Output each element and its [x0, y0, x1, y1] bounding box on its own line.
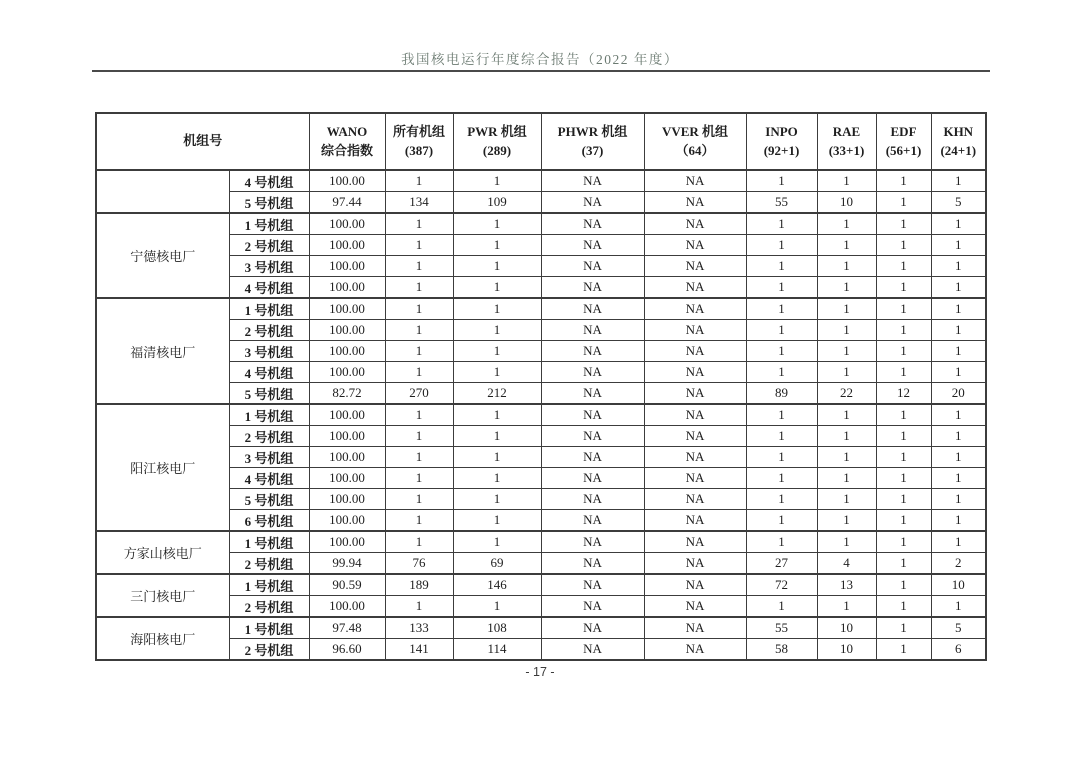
value-cell: NA	[541, 213, 644, 235]
table-row	[96, 341, 986, 362]
unit-label-cell: 3 号机组	[229, 447, 309, 468]
value-cell: NA	[644, 468, 746, 489]
column-header-line2: （64）	[675, 142, 715, 158]
value-cell: 22	[817, 383, 876, 405]
value-cell: 1	[385, 235, 453, 256]
value-cell: 1	[817, 447, 876, 468]
value-cell: 1	[817, 362, 876, 383]
table-row	[96, 447, 986, 468]
value-cell: NA	[644, 277, 746, 299]
column-header	[644, 113, 746, 170]
value-cell: 1	[876, 447, 931, 468]
value-cell: 1	[746, 447, 817, 468]
plant-name-cell: 阳江核电厂	[96, 404, 229, 531]
table-row	[96, 383, 986, 405]
plant-name-cell: 福清核电厂	[96, 298, 229, 404]
column-header	[541, 113, 644, 170]
value-cell: 97.48	[309, 617, 385, 639]
value-cell: 1	[385, 510, 453, 532]
value-cell: 1	[453, 341, 541, 362]
value-cell: 100.00	[309, 170, 385, 192]
value-cell: 1	[876, 553, 931, 575]
value-cell: 100.00	[309, 277, 385, 299]
value-cell: 1	[931, 404, 986, 426]
value-cell: 100.00	[309, 426, 385, 447]
value-cell: 1	[876, 404, 931, 426]
unit-label-cell: 1 号机组	[229, 213, 309, 235]
value-cell: 1	[817, 213, 876, 235]
value-cell: 1	[931, 277, 986, 299]
value-cell: 1	[876, 531, 931, 553]
value-cell: 5	[931, 192, 986, 214]
value-cell: 1	[385, 341, 453, 362]
value-cell: 1	[876, 510, 931, 532]
wano-index-table	[95, 112, 987, 661]
unit-label-cell: 2 号机组	[229, 639, 309, 661]
value-cell: 100.00	[309, 404, 385, 426]
column-header-line2: 综合指数	[321, 142, 374, 158]
value-cell: NA	[541, 298, 644, 320]
value-cell: 1	[453, 531, 541, 553]
value-cell: NA	[541, 447, 644, 468]
table-row	[96, 362, 986, 383]
value-cell: 1	[385, 596, 453, 618]
plant-name-cell	[96, 170, 229, 213]
column-header-line1: PHWR 机组	[557, 124, 628, 140]
value-cell: 141	[385, 639, 453, 661]
column-header-line1: VVER 机组	[661, 124, 729, 140]
report-table-wrap	[95, 112, 987, 661]
column-header	[746, 113, 817, 170]
value-cell: NA	[644, 510, 746, 532]
value-cell: 4	[817, 553, 876, 575]
value-cell: 1	[746, 596, 817, 618]
value-cell: 1	[817, 510, 876, 532]
value-cell: 55	[746, 192, 817, 214]
value-cell: 146	[453, 574, 541, 596]
value-cell: 1	[453, 489, 541, 510]
value-cell: 100.00	[309, 362, 385, 383]
value-cell: 1	[876, 341, 931, 362]
value-cell: NA	[541, 489, 644, 510]
value-cell: 134	[385, 192, 453, 214]
value-cell: 100.00	[309, 213, 385, 235]
column-header	[453, 113, 541, 170]
table-row	[96, 426, 986, 447]
value-cell: 1	[876, 639, 931, 661]
unit-label-cell: 5 号机组	[229, 383, 309, 405]
column-header	[385, 113, 453, 170]
value-cell: 1	[876, 574, 931, 596]
value-cell: 114	[453, 639, 541, 661]
value-cell: 1	[385, 362, 453, 383]
value-cell: NA	[541, 256, 644, 277]
value-cell: 6	[931, 639, 986, 661]
value-cell: 72	[746, 574, 817, 596]
value-cell: 1	[453, 298, 541, 320]
table-row	[96, 468, 986, 489]
value-cell: 1	[746, 531, 817, 553]
value-cell: 100.00	[309, 596, 385, 618]
value-cell: 1	[876, 426, 931, 447]
column-header-line1: PWR 机组	[467, 124, 527, 140]
value-cell: 270	[385, 383, 453, 405]
value-cell: 1	[876, 192, 931, 214]
unit-label-cell: 4 号机组	[229, 170, 309, 192]
value-cell: 1	[876, 256, 931, 277]
value-cell: 1	[385, 298, 453, 320]
unit-label-cell: 1 号机组	[229, 531, 309, 553]
table-row	[96, 298, 986, 320]
page-number: - 17 -	[525, 665, 555, 679]
value-cell: 1	[453, 170, 541, 192]
value-cell: 1	[817, 256, 876, 277]
value-cell: 1	[817, 468, 876, 489]
value-cell: NA	[541, 574, 644, 596]
column-header-line2: (24+1)	[940, 142, 977, 158]
value-cell: 1	[453, 362, 541, 383]
value-cell: 1	[746, 298, 817, 320]
value-cell: 1	[817, 596, 876, 618]
value-cell: 100.00	[309, 468, 385, 489]
value-cell: 1	[746, 213, 817, 235]
unit-label-cell: 3 号机组	[229, 341, 309, 362]
value-cell: 1	[931, 341, 986, 362]
value-cell: 58	[746, 639, 817, 661]
value-cell: NA	[644, 531, 746, 553]
value-cell: NA	[541, 553, 644, 575]
value-cell: 1	[876, 235, 931, 256]
value-cell: 1	[817, 170, 876, 192]
value-cell: 1	[817, 277, 876, 299]
value-cell: NA	[541, 468, 644, 489]
value-cell: NA	[541, 192, 644, 214]
value-cell: 1	[746, 362, 817, 383]
column-header	[931, 113, 986, 170]
table-row	[96, 596, 986, 618]
unit-label-cell: 1 号机组	[229, 574, 309, 596]
unit-label-cell: 1 号机组	[229, 617, 309, 639]
value-cell: 1	[817, 404, 876, 426]
value-cell: NA	[644, 298, 746, 320]
value-cell: 1	[931, 213, 986, 235]
column-header	[309, 113, 385, 170]
column-header-line1: WANO	[326, 124, 368, 140]
unit-label-cell: 6 号机组	[229, 510, 309, 532]
value-cell: NA	[541, 362, 644, 383]
value-cell: 1	[876, 320, 931, 341]
value-cell: 1	[453, 277, 541, 299]
value-cell: 10	[817, 617, 876, 639]
value-cell: 1	[931, 235, 986, 256]
value-cell: NA	[644, 341, 746, 362]
unit-label-cell: 2 号机组	[229, 553, 309, 575]
column-header-line2: (56+1)	[885, 142, 922, 158]
value-cell: 1	[817, 298, 876, 320]
value-cell: NA	[541, 277, 644, 299]
plant-name-cell: 三门核电厂	[96, 574, 229, 617]
value-cell: 82.72	[309, 383, 385, 405]
value-cell: 1	[385, 213, 453, 235]
unit-label-cell: 2 号机组	[229, 596, 309, 618]
value-cell: 99.94	[309, 553, 385, 575]
value-cell: 1	[453, 213, 541, 235]
value-cell: NA	[541, 531, 644, 553]
value-cell: NA	[644, 170, 746, 192]
value-cell: NA	[644, 596, 746, 618]
value-cell: NA	[644, 235, 746, 256]
value-cell: 1	[817, 235, 876, 256]
table-row	[96, 213, 986, 235]
unit-label-cell: 1 号机组	[229, 298, 309, 320]
value-cell: NA	[644, 192, 746, 214]
value-cell: 100.00	[309, 235, 385, 256]
column-header-line1: RAE	[832, 124, 861, 140]
value-cell: 1	[876, 468, 931, 489]
value-cell: NA	[644, 213, 746, 235]
value-cell: 10	[817, 192, 876, 214]
value-cell: 1	[931, 362, 986, 383]
value-cell: 89	[746, 383, 817, 405]
column-header	[876, 113, 931, 170]
value-cell: NA	[541, 639, 644, 661]
value-cell: 1	[876, 298, 931, 320]
table-row	[96, 170, 986, 192]
value-cell: 10	[817, 639, 876, 661]
value-cell: NA	[644, 256, 746, 277]
value-cell: 20	[931, 383, 986, 405]
value-cell: NA	[541, 170, 644, 192]
value-cell: NA	[541, 320, 644, 341]
value-cell: 1	[876, 596, 931, 618]
value-cell: NA	[644, 639, 746, 661]
value-cell: 1	[746, 256, 817, 277]
unit-label-cell: 1 号机组	[229, 404, 309, 426]
plant-name-cell: 宁德核电厂	[96, 213, 229, 298]
value-cell: 5	[931, 617, 986, 639]
table-row	[96, 192, 986, 214]
value-cell: NA	[541, 235, 644, 256]
value-cell: NA	[541, 383, 644, 405]
value-cell: 1	[817, 341, 876, 362]
table-row	[96, 320, 986, 341]
value-cell: 1	[746, 170, 817, 192]
value-cell: 1	[876, 277, 931, 299]
value-cell: 1	[931, 510, 986, 532]
value-cell: 1	[746, 277, 817, 299]
value-cell: 1	[385, 426, 453, 447]
value-cell: 189	[385, 574, 453, 596]
value-cell: NA	[541, 341, 644, 362]
value-cell: 1	[385, 404, 453, 426]
unit-number-column-header: 机组号	[96, 113, 309, 170]
value-cell: 97.44	[309, 192, 385, 214]
value-cell: 1	[746, 489, 817, 510]
column-header-line2: (289)	[482, 142, 512, 158]
unit-label-cell: 2 号机组	[229, 235, 309, 256]
value-cell: 100.00	[309, 510, 385, 532]
value-cell: 10	[931, 574, 986, 596]
value-cell: 1	[453, 447, 541, 468]
value-cell: 108	[453, 617, 541, 639]
table-row	[96, 256, 986, 277]
value-cell: 100.00	[309, 489, 385, 510]
value-cell: 76	[385, 553, 453, 575]
value-cell: NA	[644, 426, 746, 447]
value-cell: 1	[385, 468, 453, 489]
value-cell: 13	[817, 574, 876, 596]
value-cell: NA	[644, 383, 746, 405]
value-cell: 1	[931, 531, 986, 553]
value-cell: NA	[644, 362, 746, 383]
unit-label-cell: 4 号机组	[229, 277, 309, 299]
unit-label-cell: 3 号机组	[229, 256, 309, 277]
value-cell: NA	[644, 617, 746, 639]
column-header-line1: INPO	[765, 124, 798, 140]
column-header-line2: (33+1)	[828, 142, 865, 158]
value-cell: 1	[385, 256, 453, 277]
value-cell: NA	[644, 574, 746, 596]
value-cell: NA	[541, 404, 644, 426]
value-cell: 1	[746, 510, 817, 532]
table-header-row	[96, 113, 986, 170]
value-cell: 1	[817, 489, 876, 510]
value-cell: 1	[817, 426, 876, 447]
value-cell: 1	[817, 531, 876, 553]
table-row	[96, 639, 986, 661]
value-cell: 1	[876, 362, 931, 383]
value-cell: 1	[931, 426, 986, 447]
value-cell: 1	[453, 468, 541, 489]
page-header-title: 我国核电运行年度综合报告（2022 年度）	[401, 52, 679, 67]
value-cell: 1	[385, 447, 453, 468]
value-cell: 1	[385, 531, 453, 553]
value-cell: NA	[541, 617, 644, 639]
value-cell: 1	[385, 277, 453, 299]
value-cell: 12	[876, 383, 931, 405]
table-row	[96, 553, 986, 575]
value-cell: NA	[644, 489, 746, 510]
value-cell: NA	[644, 447, 746, 468]
value-cell: 1	[931, 447, 986, 468]
table-row	[96, 574, 986, 596]
column-header-line1: EDF	[890, 124, 917, 140]
value-cell: 1	[453, 256, 541, 277]
value-cell: 100.00	[309, 256, 385, 277]
table-row	[96, 617, 986, 639]
value-cell: 1	[931, 489, 986, 510]
value-cell: NA	[541, 426, 644, 447]
value-cell: 100.00	[309, 320, 385, 341]
value-cell: 69	[453, 553, 541, 575]
value-cell: 1	[453, 426, 541, 447]
value-cell: 96.60	[309, 639, 385, 661]
value-cell: 1	[746, 426, 817, 447]
table-row	[96, 510, 986, 532]
value-cell: 1	[746, 341, 817, 362]
column-header-line1: 所有机组	[393, 124, 446, 140]
value-cell: 1	[931, 320, 986, 341]
value-cell: 1	[931, 256, 986, 277]
value-cell: 1	[931, 468, 986, 489]
column-header-line2: (92+1)	[763, 142, 800, 158]
value-cell: 1	[817, 320, 876, 341]
value-cell: 133	[385, 617, 453, 639]
column-header-line2: (37)	[581, 142, 604, 158]
column-header-line1: KHN	[943, 124, 974, 140]
table-row	[96, 489, 986, 510]
plant-name-cell: 海阳核电厂	[96, 617, 229, 660]
value-cell: 100.00	[309, 531, 385, 553]
value-cell: 1	[385, 170, 453, 192]
value-cell: 1	[931, 298, 986, 320]
value-cell: 1	[876, 170, 931, 192]
unit-label-cell: 5 号机组	[229, 192, 309, 214]
value-cell: 90.59	[309, 574, 385, 596]
value-cell: 1	[453, 235, 541, 256]
value-cell: 1	[746, 235, 817, 256]
table-row	[96, 531, 986, 553]
unit-label-cell: 4 号机组	[229, 468, 309, 489]
table-row	[96, 235, 986, 256]
table-row	[96, 404, 986, 426]
value-cell: 212	[453, 383, 541, 405]
table-row	[96, 277, 986, 299]
value-cell: 100.00	[309, 341, 385, 362]
value-cell: 1	[453, 320, 541, 341]
value-cell: NA	[541, 596, 644, 618]
value-cell: NA	[541, 510, 644, 532]
unit-label-cell: 5 号机组	[229, 489, 309, 510]
value-cell: 1	[746, 404, 817, 426]
value-cell: 1	[453, 596, 541, 618]
value-cell: 1	[453, 510, 541, 532]
value-cell: 1	[876, 489, 931, 510]
unit-label-cell: 2 号机组	[229, 426, 309, 447]
value-cell: NA	[644, 320, 746, 341]
value-cell: 1	[453, 404, 541, 426]
value-cell: 1	[385, 489, 453, 510]
value-cell: 109	[453, 192, 541, 214]
value-cell: 100.00	[309, 447, 385, 468]
value-cell: 2	[931, 553, 986, 575]
unit-label-cell: 2 号机组	[229, 320, 309, 341]
value-cell: 27	[746, 553, 817, 575]
column-header-line2: (387)	[404, 142, 434, 158]
value-cell: 1	[876, 213, 931, 235]
value-cell: NA	[644, 404, 746, 426]
value-cell: 1	[385, 320, 453, 341]
page-header-rule	[92, 70, 990, 72]
value-cell: 1	[876, 617, 931, 639]
unit-label-cell: 4 号机组	[229, 362, 309, 383]
value-cell: NA	[644, 553, 746, 575]
plant-name-cell: 方家山核电厂	[96, 531, 229, 574]
value-cell: 1	[746, 320, 817, 341]
value-cell: 55	[746, 617, 817, 639]
column-header	[817, 113, 876, 170]
value-cell: 1	[746, 468, 817, 489]
value-cell: 1	[931, 596, 986, 618]
value-cell: 1	[931, 170, 986, 192]
value-cell: 100.00	[309, 298, 385, 320]
